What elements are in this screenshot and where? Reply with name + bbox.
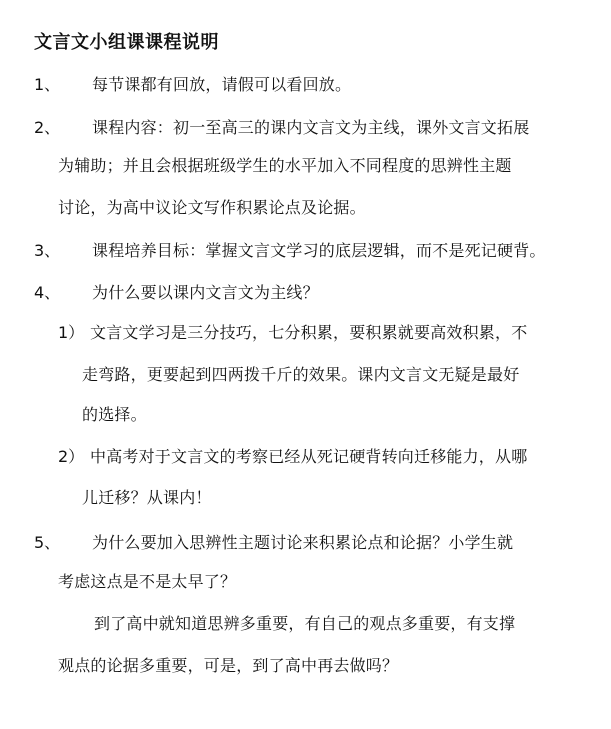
document-title: 文言文小组课课程说明: [34, 32, 219, 53]
item-3-line-1: 课程培养目标：掌握文言文学习的底层逻辑，而不是死记硬背。: [92, 241, 546, 260]
subitem-1-line-1: 文言文学习是三分技巧，七分积累，要积累就要高效积累，不: [90, 323, 528, 342]
item-4-number: 4、: [34, 283, 61, 302]
item-4-line-1: 为什么要以课内文言文为主线？: [92, 283, 319, 302]
item-2-number: 2、: [34, 118, 61, 137]
subitem-1-line-2: 走弯路，更要起到四两拨千斤的效果。课内文言文无疑是最好: [82, 365, 520, 384]
item-1-line-1: 每节课都有回放，请假可以看回放。: [92, 75, 352, 94]
closing-line-1: 到了高中就知道思辨多重要，有自己的观点多重要，有支撑: [94, 614, 516, 633]
subitem-2-line-1: 中高考对于文言文的考察已经从死记硬背转向迁移能力，从哪: [90, 447, 528, 466]
item-5-line-1: 为什么要加入思辨性主题讨论来积累论点和论据？小学生就: [92, 533, 514, 552]
closing-line-2: 观点的论据多重要，可是，到了高中再去做吗？: [58, 656, 399, 675]
item-2-line-2: 为辅助；并且会根据班级学生的水平加入不同程度的思辨性主题: [58, 156, 512, 175]
subitem-1-line-3: 的选择。: [82, 405, 147, 424]
item-2-line-1: 课程内容：初一至高三的课内文言文为主线，课外文言文拓展: [92, 118, 530, 137]
item-3-number: 3、: [34, 241, 61, 260]
item-2-line-3: 讨论，为高中议论文写作积累论点及论据。: [58, 198, 366, 217]
item-5-number: 5、: [34, 533, 61, 552]
subitem-2-number: 2）: [58, 447, 85, 466]
subitem-2-line-2: 儿迁移？从课内！: [82, 488, 212, 507]
item-1-number: 1、: [34, 75, 61, 94]
subitem-1-number: 1）: [58, 323, 85, 342]
item-5-line-2: 考虑这点是不是太早了？: [58, 572, 237, 591]
